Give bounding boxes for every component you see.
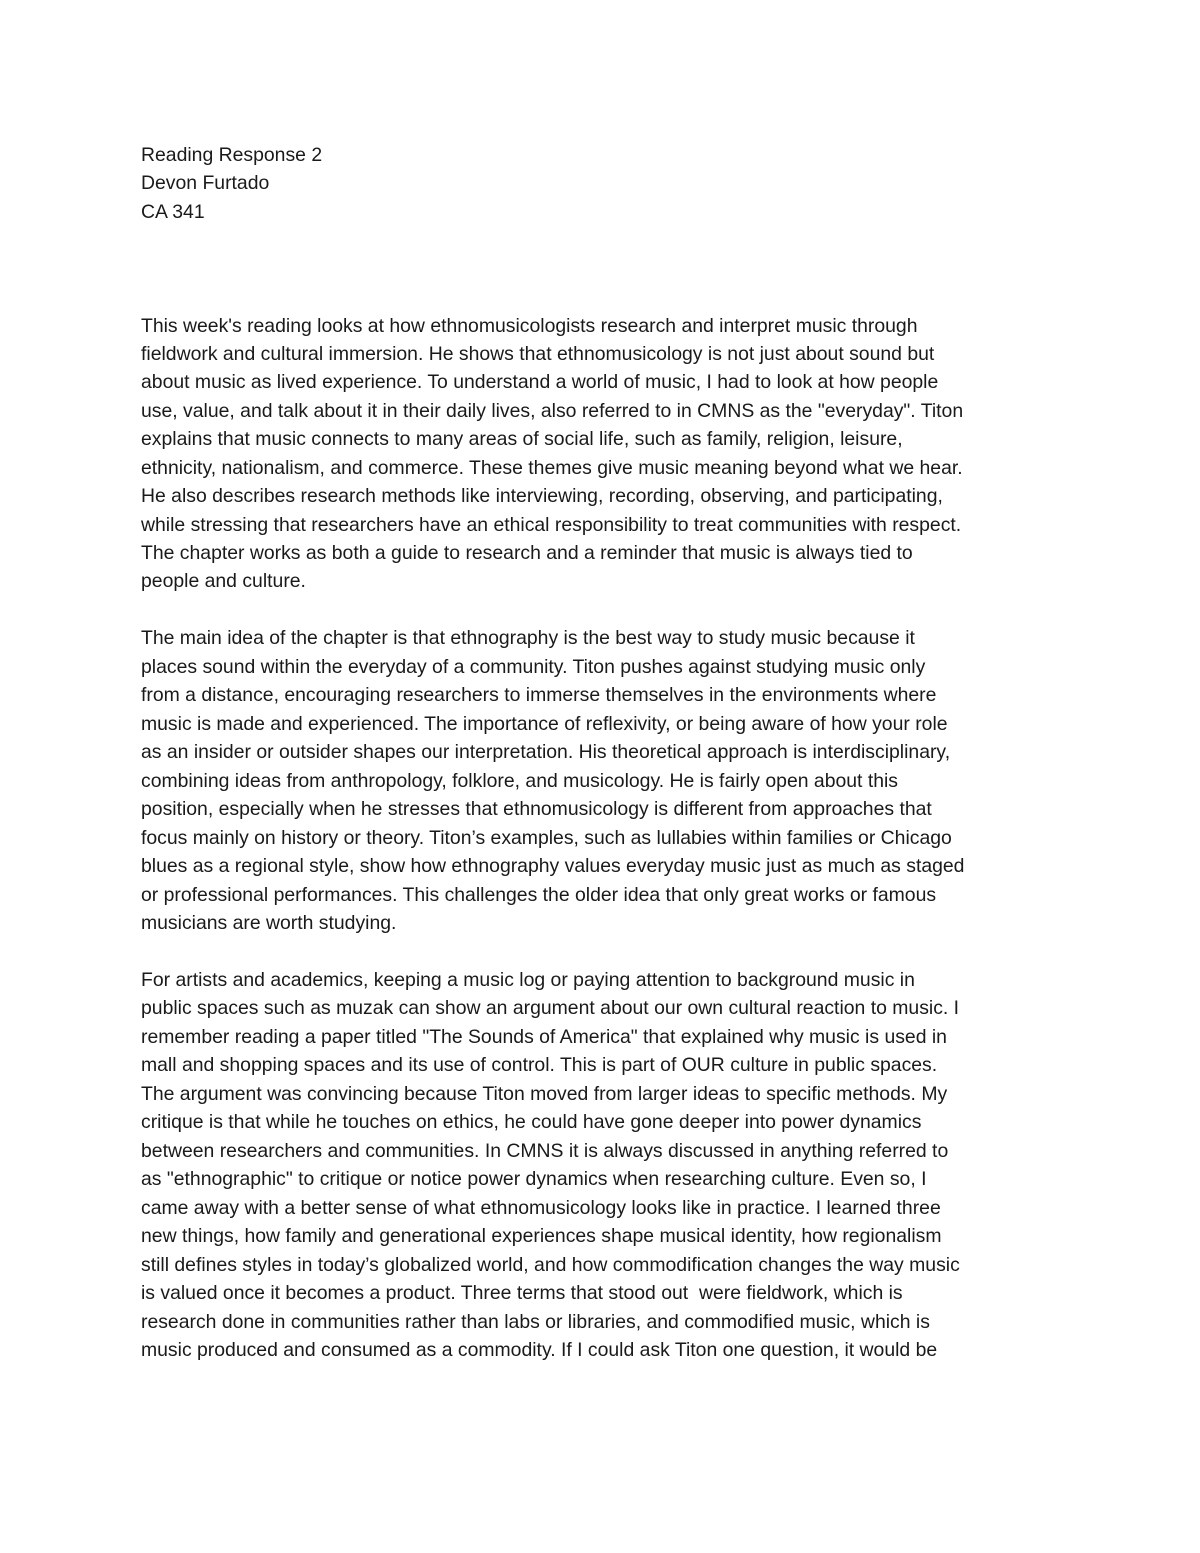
paragraph-line: people and culture. [141, 570, 306, 592]
paragraph-line: combining ideas from anthropology, folklore, and musicology. He is fairly open about this [141, 770, 898, 792]
paragraph-line: places sound within the everyday of a community. Titon pushes against studying music only [141, 656, 926, 678]
paragraph-line: fieldwork and cultural immersion. He shows that ethnomusicology is not just about sound but [141, 343, 935, 365]
paragraph-line: This week's reading looks at how ethnomusicologists research and interpret music through [141, 315, 918, 337]
author-name: Devon Furtado [141, 172, 270, 194]
paragraph-line: music produced and consumed as a commodity. If I could ask Titon one question, it would be [141, 1339, 938, 1361]
paragraph-line: He also describes research methods like interviewing, recording, observing, and participating, [141, 485, 943, 507]
paragraph-line: The chapter works as both a guide to research and a reminder that music is always tied to [141, 542, 913, 564]
course-code: CA 341 [141, 201, 205, 223]
paragraph-line: new things, how family and generational experiences shape musical identity, how regionalism [141, 1225, 942, 1247]
paragraph-line: while stressing that researchers have an ethical responsibility to treat communities with respect. [141, 514, 962, 536]
paragraph-line: remember reading a paper titled "The Sounds of America" that explained why music is used in [141, 1026, 947, 1048]
paragraph-line: blues as a regional style, show how ethnography values everyday music just as much as staged [141, 855, 965, 877]
paragraph-line: as an insider or outsider shapes our interpretation. His theoretical approach is interdisciplinary, [141, 741, 951, 763]
paragraph-line: For artists and academics, keeping a music log or paying attention to background music in [141, 969, 915, 991]
paragraph-line: ethnicity, nationalism, and commerce. These themes give music meaning beyond what we hear. [141, 457, 963, 479]
document-title: Reading Response 2 [141, 144, 323, 166]
paragraph-line: as "ethnographic" to critique or notice power dynamics when researching culture. Even so, I [141, 1168, 927, 1190]
paragraph-line: focus mainly on history or theory. Titon’s examples, such as lullabies within families or Chicago [141, 827, 952, 849]
paragraph-line: came away with a better sense of what ethnomusicology looks like in practice. I learned three [141, 1197, 941, 1219]
paragraph-line: or professional performances. This challenges the older idea that only great works or famous [141, 884, 937, 906]
paragraph-line: still defines styles in today’s globalized world, and how commodification changes the way music [141, 1254, 960, 1276]
paragraph-line: public spaces such as muzak can show an argument about our own cultural reaction to music. I [141, 997, 960, 1019]
paragraph-line: about music as lived experience. To understand a world of music, I had to look at how people [141, 371, 939, 393]
paragraph-line: mall and shopping spaces and its use of control. This is part of OUR culture in public spaces. [141, 1054, 938, 1076]
paragraph-line: between researchers and communities. In CMNS it is always discussed in anything referred to [141, 1140, 949, 1162]
paragraph-line: position, especially when he stresses that ethnomusicology is different from approaches that [141, 798, 932, 820]
paragraph-line: explains that music connects to many areas of social life, such as family, religion, leisure, [141, 428, 903, 450]
paragraph-line: critique is that while he touches on ethics, he could have gone deeper into power dynamics [141, 1111, 922, 1133]
paragraph-line: music is made and experienced. The importance of reflexivity, or being aware of how your role [141, 713, 948, 735]
paragraph-line: from a distance, encouraging researchers to immerse themselves in the environments where [141, 684, 937, 706]
paragraph-line: The argument was convincing because Titon moved from larger ideas to specific methods. My [141, 1083, 948, 1105]
paragraph-line: musicians are worth studying. [141, 912, 397, 934]
paragraph-line: research done in communities rather than labs or libraries, and commodified music, which is [141, 1311, 930, 1333]
paragraph-line: is valued once it becomes a product. Three terms that stood out were fieldwork, which is [141, 1282, 903, 1304]
paragraph-line: The main idea of the chapter is that ethnography is the best way to study music because it [141, 627, 915, 649]
paragraph-line: use, value, and talk about it in their daily lives, also referred to in CMNS as the "everyday". Titon [141, 400, 964, 422]
